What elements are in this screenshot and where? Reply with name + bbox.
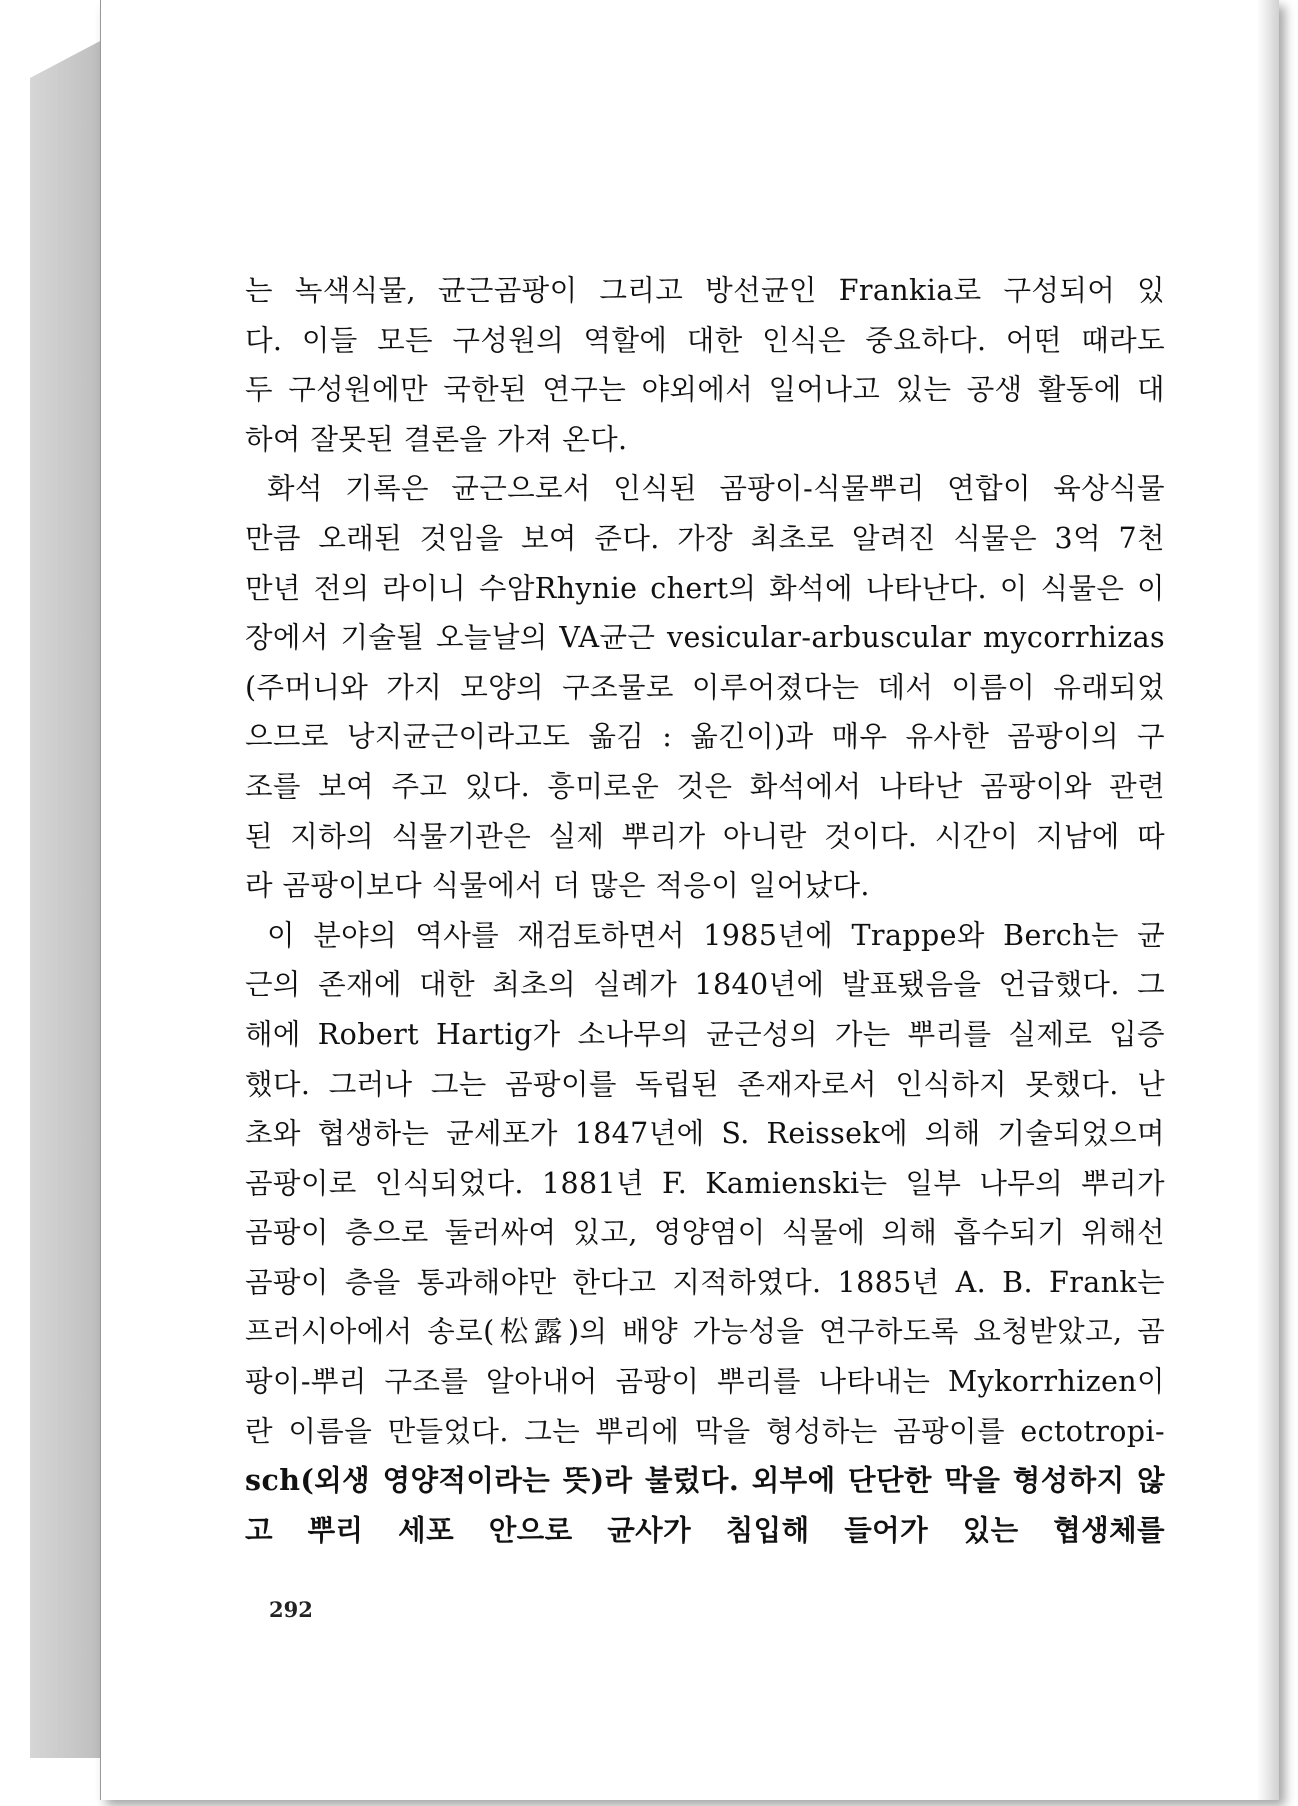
- text-line: sch(외생 영양적이라는 뜻)라 불렀다. 외부에 단단한 막을 형성하지 않: [245, 1463, 1165, 1498]
- text-line: 조를 보여 주고 있다. 흥미로운 것은 화석에서 나타난 곰팡이와 관련: [245, 769, 1165, 803]
- text-line: 두 구성원에만 국한된 연구는 야외에서 일어나고 있는 공생 활동에 대: [245, 373, 1165, 407]
- text-line: 했다. 그러나 그는 곰팡이를 독립된 존재자로서 인식하지 못했다. 난: [245, 1067, 1165, 1101]
- text-line: 프러시아에서 송로(松露)의 배양 가능성을 연구하도록 요청받았고, 곰: [245, 1315, 1165, 1349]
- text-line: 근의 존재에 대한 최초의 실례가 1840년에 발표됐음을 언급했다. 그: [245, 968, 1165, 1002]
- text-line: 란 이름을 만들었다. 그는 뿌리에 막을 형성하는 곰팡이를 ectotropi-: [245, 1414, 1165, 1448]
- book-page: [100, 0, 1279, 1800]
- text-line: 팡이-뿌리 구조를 알아내어 곰팡이 뿌리를 나타내는 Mykorrhizen이: [245, 1365, 1165, 1399]
- text-line: 화석 기록은 균근으로서 인식된 곰팡이-식물뿌리 연합이 육상식물: [267, 472, 1165, 506]
- text-line: 만큼 오래된 것임을 보여 준다. 가장 최초로 알려진 식물은 3억 7천: [245, 521, 1165, 555]
- text-line: (주머니와 가지 모양의 구조물로 이루어졌다는 데서 이름이 유래되었: [245, 670, 1165, 704]
- text-line: 해에 Robert Hartig가 소나무의 균근성의 가는 뿌리를 실제로 입증: [245, 1017, 1165, 1051]
- text-line: 하여 잘못된 결론을 가져 온다.: [245, 422, 628, 456]
- text-line: 는 녹색식물, 균근곰팡이 그리고 방선균인 Frankia로 구성되어 있: [245, 274, 1165, 307]
- text-line: 곰팡이 층을 통과해야만 한다고 지적하였다. 1885년 A. B. Frank는: [245, 1265, 1165, 1299]
- text-line: 장에서 기술될 오늘날의 VA균근 vesicular-arbuscular mycorrhizas: [245, 621, 1165, 655]
- page-edge-shadow: [1257, 0, 1279, 1800]
- text-line: 만년 전의 라이니 수암Rhynie chert의 화석에 나타난다. 이 식물은 이: [245, 571, 1165, 605]
- page-number: 292: [269, 1597, 313, 1622]
- text-line: 이 분야의 역사를 재검토하면서 1985년에 Trappe와 Berch는 균: [267, 918, 1165, 952]
- text-line: 초와 협생하는 균세포가 1847년에 S. Reissek에 의해 기술되었으며: [245, 1117, 1165, 1151]
- text-line: 다. 이들 모든 구성원의 역할에 대한 인식은 중요하다. 어떤 때라도: [245, 323, 1165, 357]
- text-line: 라 곰팡이보다 식물에서 더 많은 적응이 일어났다.: [245, 869, 870, 903]
- text-line: 으므로 낭지균근이라고도 옮김 : 옮긴이)과 매우 유사한 곰팡이의 구: [245, 720, 1165, 754]
- text-line: 곰팡이로 인식되었다. 1881년 F. Kamienski는 일부 나무의 뿌리가: [245, 1166, 1165, 1200]
- text-line: 된 지하의 식물기관은 실제 뿌리가 아니란 것이다. 시간이 지남에 따: [245, 819, 1165, 853]
- text-line: 곰팡이 층으로 둘러싸여 있고, 영양염이 식물에 의해 흡수되기 위해선: [245, 1216, 1165, 1250]
- text-line: 고 뿌리 세포 안으로 균사가 침입해 들어가 있는 협생체를: [245, 1512, 1165, 1547]
- body-text: [245, 266, 1165, 1555]
- book-spine: [30, 40, 102, 1758]
